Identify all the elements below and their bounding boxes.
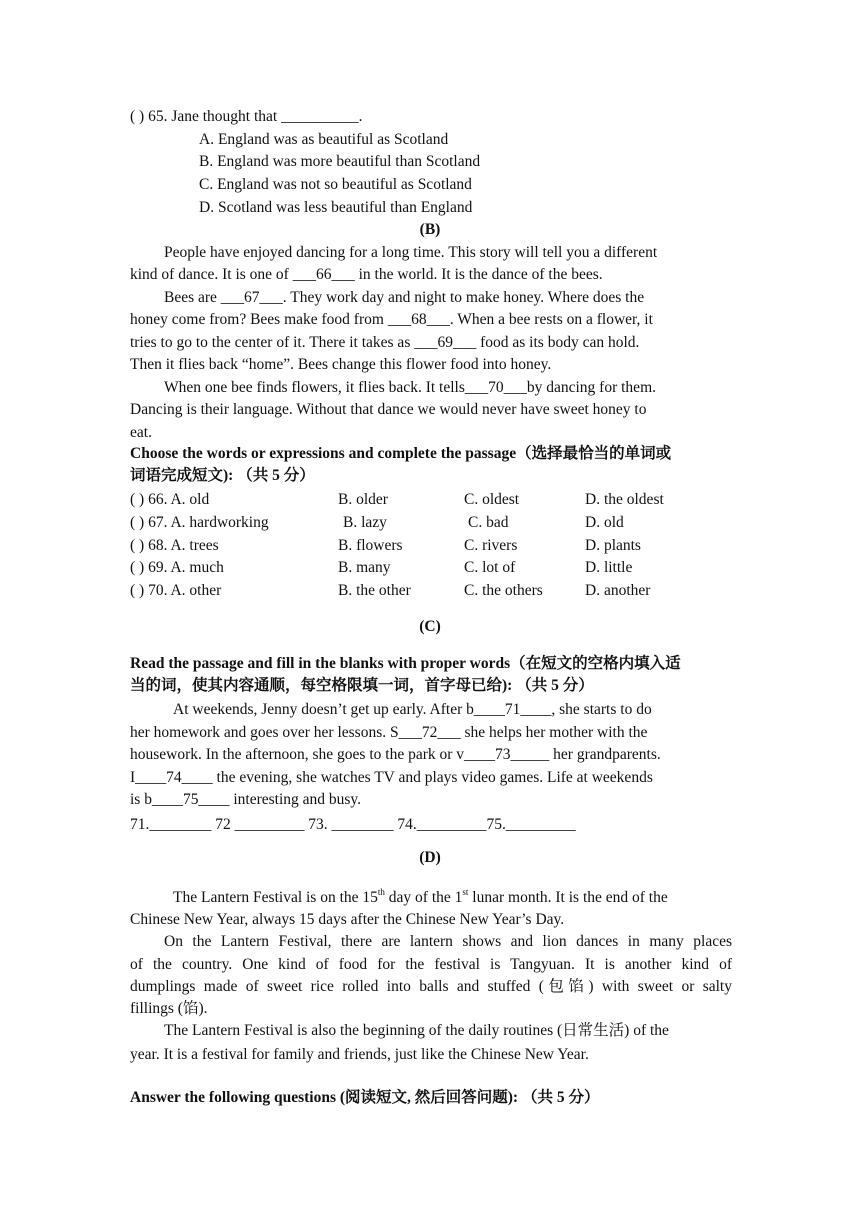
question-65-option-c: C. England was not so beautiful as Scotland — [199, 176, 472, 193]
section-b-heading: (B) — [419, 221, 441, 238]
section-d-text: lunar month. It is the end of the — [468, 889, 668, 906]
question-68-option-a: ( ) 68. A. trees — [130, 537, 219, 554]
question-69-option-c: C. lot of — [464, 559, 516, 576]
section-b-passage-line: kind of dance. It is one of ___66___ in the world. It is the dance of the bees. — [130, 266, 603, 283]
question-69-option-b: B. many — [338, 559, 391, 576]
section-d-paragraph-2-line: dumplings made of sweet rice rolled into balls and stuffed (包馅) with sweet or salty — [130, 978, 732, 995]
question-66-option-a: ( ) 66. A. old — [130, 491, 210, 508]
question-70-option-a: ( ) 70. A. other — [130, 582, 222, 599]
section-d-text: The Lantern Festival is on the 15 — [173, 889, 378, 906]
section-c-passage-line: At weekends, Jenny doesn’t get up early. After b____71____, she starts to do — [173, 701, 652, 718]
section-b-passage-line: Then it flies back “home”. Bees change this flower food into honey. — [130, 356, 552, 373]
question-68-option-c: C. rivers — [464, 537, 518, 554]
section-b-passage-line: Bees are ___67___. They work day and night to make honey. Where does the — [164, 289, 645, 306]
section-d-paragraph-1-line — [173, 888, 668, 908]
section-c-passage-line: I____74____ the evening, she watches TV and plays video games. Life at weekends — [130, 769, 653, 786]
section-b-passage-line: Dancing is their language. Without that dance we would never have sweet honey to — [130, 401, 647, 418]
section-b-instruction: 词语完成短文): （共 5 分） — [130, 467, 315, 484]
question-67-option-a: ( ) 67. A. hardworking — [130, 514, 269, 531]
question-70-option-c: C. the others — [464, 582, 543, 599]
section-b-passage-line: eat. — [130, 424, 152, 441]
ordinal-suffix: th — [377, 886, 385, 897]
question-67-option-d: D. old — [585, 514, 624, 531]
section-b-instruction: Choose the words or expressions and complete the passage（选择最恰当的单词或 — [130, 445, 672, 462]
section-b-passage-line: honey come from? Bees make food from ___68___. When a bee rests on a flower, it — [130, 311, 653, 328]
question-66-option-d: D. the oldest — [585, 491, 664, 508]
question-68-option-b: B. flowers — [338, 537, 403, 554]
question-66-option-b: B. older — [338, 491, 388, 508]
section-c-passage-line: her homework and goes over her lessons. S___72___ she helps her mother with the — [130, 724, 648, 741]
section-b-passage-line: When one bee finds flowers, it flies back. It tells___70___by dancing for them. — [164, 379, 656, 396]
question-65-stem: ( ) 65. Jane thought that __________. — [130, 108, 363, 125]
question-67-option-b: B. lazy — [343, 514, 387, 531]
section-d-text: day of the 1 — [384, 889, 463, 906]
question-70-option-b: B. the other — [338, 582, 411, 599]
question-67-option-c: C. bad — [468, 514, 509, 531]
section-d-paragraph-3-line: year. It is a festival for family and friends, just like the Chinese New Year. — [130, 1046, 589, 1063]
section-d-paragraph-2-line: On the Lantern Festival, there are lantern shows and lion dances in many places — [164, 933, 732, 950]
section-c-heading: (C) — [419, 618, 441, 635]
section-b-passage-line: People have enjoyed dancing for a long time. This story will tell you a different — [164, 244, 658, 261]
question-69-option-d: D. little — [585, 559, 633, 576]
question-65-option-d: D. Scotland was less beautiful than England — [199, 199, 473, 216]
section-d-paragraph-3-line: The Lantern Festival is also the beginning of the daily routines (日常生活) of the — [164, 1022, 669, 1039]
ordinal-suffix: st — [462, 886, 469, 897]
question-70-option-d: D. another — [585, 582, 651, 599]
section-d-heading: (D) — [419, 849, 441, 866]
section-d-instruction: Answer the following questions (阅读短文, 然后回答问题): （共 5 分） — [130, 1089, 600, 1106]
question-68-option-d: D. plants — [585, 537, 641, 554]
section-d-paragraph-2-line: of the country. One kind of food for the festival is Tangyuan. It is another kind of — [130, 956, 732, 973]
question-65-option-a: A. England was as beautiful as Scotland — [199, 131, 449, 148]
section-b-passage-line: tries to go to the center of it. There it takes as ___69___ food as its body can hold. — [130, 334, 640, 351]
section-c-answer-blanks: 71.________ 72 _________ 73. ________ 74._________75._________ — [130, 816, 576, 833]
section-c-passage-line: is b____75____ interesting and busy. — [130, 791, 362, 808]
question-69-option-a: ( ) 69. A. much — [130, 559, 224, 576]
section-c-instruction: 当的词，使其内容通顺，每空格限填一词，首字母已给): （共 5 分） — [130, 677, 594, 694]
question-66-option-c: C. oldest — [464, 491, 520, 508]
section-c-passage-line: housework. In the afternoon, she goes to the park or v____73_____ her grandparents. — [130, 746, 661, 763]
section-c-instruction: Read the passage and fill in the blanks with proper words（在短文的空格内填入适 — [130, 655, 681, 672]
question-65-option-b: B. England was more beautiful than Scotland — [199, 153, 481, 170]
section-d-paragraph-1-line: Chinese New Year, always 15 days after the Chinese New Year’s Day. — [130, 911, 565, 928]
section-d-paragraph-2-line: fillings (馅). — [130, 1000, 208, 1017]
